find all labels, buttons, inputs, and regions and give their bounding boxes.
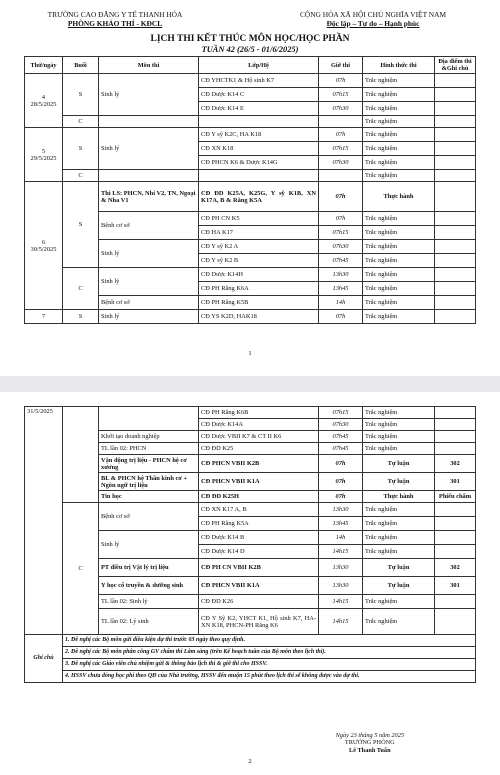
time-cell: 14h xyxy=(319,296,363,310)
subject-cell: Sinh lý xyxy=(99,128,199,170)
note-cell xyxy=(435,595,476,609)
day-cell: 6 30/5/2025 xyxy=(25,182,63,310)
form-cell: Trắc nghiệm xyxy=(363,254,435,268)
subject-cell: Sinh lý xyxy=(99,531,199,559)
col-session: Buổi xyxy=(63,57,99,74)
national-header xyxy=(268,10,478,28)
subject-cell: Bệnh cơ sở xyxy=(99,212,199,240)
class-cell: CĐ PH Răng K5B xyxy=(199,296,319,310)
note-cell xyxy=(435,531,476,545)
subject-cell: Sinh lý xyxy=(99,310,199,324)
note-cell xyxy=(435,88,476,102)
class-cell: CĐ YHCTK1 & Hộ sinh K7 xyxy=(199,74,319,88)
class-cell: CĐ Dược K14 E xyxy=(199,102,319,116)
page-gap xyxy=(0,376,500,392)
time-cell: 13h45 xyxy=(319,517,363,531)
sign-role: TRƯỞNG PHÒNG xyxy=(344,739,395,747)
class-cell: CĐ Dược K14 B xyxy=(199,531,319,545)
note-row xyxy=(25,635,476,647)
table-row xyxy=(25,116,476,128)
time-cell: 07h15 xyxy=(319,407,363,419)
note-cell xyxy=(435,431,476,443)
class-cell: CĐ Y sỹ K2C, HA K18 xyxy=(199,128,319,142)
day-cell: 7 xyxy=(25,310,63,324)
note-cell: 302 xyxy=(435,559,476,577)
note-cell xyxy=(435,517,476,531)
col-form: Hình thức thi xyxy=(363,57,435,74)
time-cell: 07h xyxy=(319,212,363,226)
class-cell: CĐ PHCN VBII K1A xyxy=(199,473,319,491)
class-cell: CĐ PHCN VBII K1A xyxy=(199,577,319,595)
form-cell: Tự luận xyxy=(363,455,435,473)
time-cell: 07h xyxy=(319,182,363,212)
session-cell: S xyxy=(63,128,99,170)
session-cell: S xyxy=(63,310,99,324)
note-cell: Phiếu chấm xyxy=(435,491,476,503)
note-cell xyxy=(435,254,476,268)
form-cell: Tự luận xyxy=(363,473,435,491)
sign-date: Ngày 23 tháng 5 năm 2025 xyxy=(335,732,404,739)
session-cell: S xyxy=(63,182,99,268)
col-subject: Môn thi xyxy=(99,57,199,74)
week-subtitle: TUẦN 42 (26/5 - 01/6/2025) xyxy=(201,45,299,54)
class-cell: CĐ ĐD K25 xyxy=(199,443,319,455)
form-cell: Trắc nghiệm xyxy=(363,517,435,531)
subject-cell: Bệnh cơ sở xyxy=(99,296,199,310)
form-cell: Trắc nghiệm xyxy=(363,240,435,254)
class-cell: CĐ XN K17 A, B xyxy=(199,503,319,517)
form-cell: Trắc nghiệm xyxy=(363,407,435,419)
note-cell: 301 xyxy=(435,577,476,595)
class-cell: CĐ PH CN VBII K2B xyxy=(199,559,319,577)
subject-cell: Y học cổ truyền & dưỡng sinh xyxy=(99,577,199,595)
note-row xyxy=(25,647,476,659)
time-cell: 07h xyxy=(319,491,363,503)
time-cell: 07h30 xyxy=(319,419,363,431)
class-cell: CĐ ĐD K25H xyxy=(199,491,319,503)
sign-name: Lê Thanh Tuấn xyxy=(349,746,391,754)
note-cell xyxy=(435,156,476,170)
class-cell: CĐ ĐD K25A, K25G, Y sỹ K1B, XN K17A, B & Răng K5A xyxy=(199,182,319,212)
subject-cell: Sinh lý xyxy=(99,74,199,116)
notes-label: Ghi chú xyxy=(25,635,63,683)
class-cell: CĐ Dược K14 C xyxy=(199,88,319,102)
note-item: 2. Đề nghị các Bộ môn phân công GV chấm thi Lâm sàng (trên Kế hoạch tuần của Bộ môn theo lịch thi). xyxy=(63,647,476,659)
form-cell: Trắc nghiệm xyxy=(363,310,435,324)
class-cell: CĐ Dược K14A xyxy=(199,419,319,431)
page-1 xyxy=(0,0,500,376)
session-cell xyxy=(63,407,99,503)
national-motto: Độc lập – Tự do – Hạnh phúc xyxy=(326,19,420,28)
day-cell: 4 28/5/2025 xyxy=(25,74,63,128)
form-cell: Trắc nghiệm xyxy=(363,226,435,240)
table-row xyxy=(25,128,476,142)
subject-cell: Sinh lý xyxy=(99,240,199,268)
class-cell: CĐ PH Răng K6B xyxy=(199,407,319,419)
note-cell xyxy=(435,102,476,116)
session-cell: C xyxy=(63,116,99,128)
note-cell xyxy=(435,419,476,431)
time-cell xyxy=(319,170,363,182)
form-cell: Trắc nghiệm xyxy=(363,102,435,116)
time-cell: 07h xyxy=(319,473,363,491)
time-cell: 07h45 xyxy=(319,254,363,268)
note-item: 3. Đề nghị các Giáo viên chủ nhiệm gửi & thông báo lịch thi & giờ thi cho HSSV. xyxy=(63,659,476,671)
note-cell xyxy=(435,282,476,296)
school-name: TRƯỜNG CAO ĐẲNG Y TẾ THANH HÓA xyxy=(47,10,183,19)
note-row xyxy=(25,659,476,671)
time-cell: 13h45 xyxy=(319,282,363,296)
page-number: 2 xyxy=(248,758,252,765)
class-cell: CĐ Y sỹ K2 A xyxy=(199,240,319,254)
time-cell: 07h15 xyxy=(319,142,363,156)
time-cell: 07h xyxy=(319,128,363,142)
note-cell xyxy=(435,268,476,282)
subject-cell: TL lần 02: Lý sinh xyxy=(99,609,199,635)
note-cell: 302 xyxy=(435,455,476,473)
note-cell xyxy=(435,310,476,324)
subject-cell: BL & PHCN hệ Thần kinh cơ + Ngôn ngữ trị liệu xyxy=(99,473,199,491)
class-cell: CĐ PH Răng K6A xyxy=(199,282,319,296)
form-cell: Trắc nghiệm xyxy=(363,156,435,170)
time-cell: 07h45 xyxy=(319,443,363,455)
page-number: 1 xyxy=(248,350,252,357)
table-row xyxy=(25,310,476,324)
form-cell: Thực hành xyxy=(363,182,435,212)
time-cell: 14h15 xyxy=(319,595,363,609)
col-class: Lớp/Hệ xyxy=(199,57,319,74)
subject-cell: TL lần 02: Sinh lý xyxy=(99,595,199,609)
note-cell xyxy=(435,74,476,88)
class-cell: CĐ PHCN VBII K2B xyxy=(199,455,319,473)
note-item: 4. HSSV chưa đóng học phí theo QĐ của Nhà trường, HSSV đến muộn 15 phút theo lịch thi sẽ không được vào dự thi. xyxy=(63,671,476,683)
note-cell xyxy=(435,128,476,142)
class-cell: CĐ XN K18 xyxy=(199,142,319,156)
form-cell: Trắc nghiệm xyxy=(363,116,435,128)
class-cell: CĐ Y sỹ K2 B xyxy=(199,254,319,268)
time-cell: 07h30 xyxy=(319,102,363,116)
note-cell xyxy=(435,609,476,635)
class-cell: CĐ Y Sỹ K2, YHCT K1, Hộ sinh K7, HA-XN K18, PHCN-PH Răng K6 xyxy=(199,609,319,635)
form-cell: Trắc nghiệm xyxy=(363,74,435,88)
note-cell xyxy=(435,407,476,419)
note-cell xyxy=(435,212,476,226)
form-cell: Thực hành xyxy=(363,491,435,503)
table-row xyxy=(25,74,476,88)
class-cell: CĐ Dược K14H xyxy=(199,268,319,282)
note-row xyxy=(25,671,476,683)
class-cell xyxy=(199,116,319,128)
note-item: 1. Đề nghị các Bộ môn gửi điều kiện dự thi trước 03 ngày theo quy định. xyxy=(63,635,476,647)
subject-cell xyxy=(99,116,199,128)
time-cell: 07h15 xyxy=(319,226,363,240)
page-2 xyxy=(0,392,500,775)
form-cell: Trắc nghiệm xyxy=(363,419,435,431)
note-cell xyxy=(435,170,476,182)
table-row xyxy=(25,268,476,282)
time-cell: 07h xyxy=(319,74,363,88)
col-day: Thứ/ngày xyxy=(25,57,63,74)
form-cell: Trắc nghiệm xyxy=(363,595,435,609)
note-cell xyxy=(435,142,476,156)
form-cell: Trắc nghiệm xyxy=(363,170,435,182)
form-cell: Trắc nghiệm xyxy=(363,545,435,559)
table-row xyxy=(25,407,476,419)
note-cell xyxy=(435,116,476,128)
form-cell: Trắc nghiệm xyxy=(363,142,435,156)
note-cell xyxy=(435,240,476,254)
subject-cell: Khởi tạo doanh nghiệp xyxy=(99,431,199,443)
time-cell: 07h xyxy=(319,310,363,324)
page-title: LỊCH THI KẾT THÚC MÔN HỌC/HỌC PHẦN xyxy=(150,34,350,44)
time-cell: 07h15 xyxy=(319,88,363,102)
table-row xyxy=(25,503,476,517)
republic-name: CỘNG HÒA XÃ HỘI CHỦ NGHĨA VIỆT NAM xyxy=(299,10,447,19)
form-cell: Trắc nghiệm xyxy=(363,212,435,226)
schedule-table-page2 xyxy=(24,406,476,683)
time-cell: 14h15 xyxy=(319,609,363,635)
subject-cell: Bệnh cơ sở xyxy=(99,503,199,531)
subject-cell: Tin học xyxy=(99,491,199,503)
note-cell xyxy=(435,443,476,455)
col-time: Giờ thi xyxy=(319,57,363,74)
table-row xyxy=(25,182,476,212)
class-cell: CĐ PHCN K6 & Dược K14G xyxy=(199,156,319,170)
form-cell: Trắc nghiệm xyxy=(363,296,435,310)
signature-block xyxy=(336,732,404,754)
time-cell: 13h30 xyxy=(319,559,363,577)
time-cell: 07h45 xyxy=(319,431,363,443)
time-cell: 14h15 xyxy=(319,545,363,559)
time-cell: 07h xyxy=(319,455,363,473)
session-cell: C xyxy=(63,268,99,310)
note-cell xyxy=(435,503,476,517)
school-header xyxy=(30,10,200,28)
table-header-row xyxy=(25,57,476,74)
class-cell: CĐ YS K2D, HAK18 xyxy=(199,310,319,324)
class-cell: CĐ PH CN K5 xyxy=(199,212,319,226)
time-cell xyxy=(319,116,363,128)
day-cell: 5 29/5/2025 xyxy=(25,128,63,182)
class-cell: CĐ Dược VBII K7 & CT II K6 xyxy=(199,431,319,443)
note-cell xyxy=(435,226,476,240)
form-cell: Tự luận xyxy=(363,559,435,577)
class-cell: CĐ Dược K14 D xyxy=(199,545,319,559)
class-cell xyxy=(199,170,319,182)
schedule-table-page1 xyxy=(24,56,476,324)
class-cell: CĐ PH Răng K5A xyxy=(199,517,319,531)
time-cell: 07h30 xyxy=(319,156,363,170)
department-name: PHÒNG KHẢO THÍ - KĐCL xyxy=(67,19,163,28)
subject-cell: Thi LS: PHCN, Nhi V2, TN, Ngoại & Nha V1 xyxy=(99,182,199,212)
form-cell: Trắc nghiệm xyxy=(363,282,435,296)
time-cell: 07h30 xyxy=(319,240,363,254)
subject-cell: Sinh lý xyxy=(99,268,199,296)
day-cell: 31/5/2025 xyxy=(25,407,63,635)
class-cell: CĐ ĐD K26 xyxy=(199,595,319,609)
form-cell: Trắc nghiệm xyxy=(363,268,435,282)
session-cell: C xyxy=(63,170,99,182)
session-cell: S xyxy=(63,74,99,116)
form-cell: Trắc nghiệm xyxy=(363,503,435,517)
time-cell: 13h30 xyxy=(319,268,363,282)
form-cell: Trắc nghiệm xyxy=(363,443,435,455)
time-cell: 13h30 xyxy=(319,503,363,517)
time-cell: 13h30 xyxy=(319,577,363,595)
form-cell: Tự luận xyxy=(363,577,435,595)
subject-cell xyxy=(99,170,199,182)
subject-cell: Vận động trị liệu - PHCN hệ cơ xương xyxy=(99,455,199,473)
table-row xyxy=(25,170,476,182)
col-note: Địa điểm thi &Ghi chú xyxy=(435,57,476,74)
subject-cell: TL lần 02: PHCN xyxy=(99,443,199,455)
subject-cell: PT điều trị Vật lý trị liệu xyxy=(99,559,199,577)
schedule-title xyxy=(0,33,500,55)
note-cell: 301 xyxy=(435,473,476,491)
form-cell: Trắc nghiệm xyxy=(363,128,435,142)
subject-cell xyxy=(99,407,199,431)
note-cell xyxy=(435,296,476,310)
time-cell: 14h xyxy=(319,531,363,545)
form-cell: Trắc nghiệm xyxy=(363,88,435,102)
form-cell: Trắc nghiệm xyxy=(363,431,435,443)
session-cell: C xyxy=(63,503,99,635)
form-cell: Trắc nghiệm xyxy=(363,609,435,635)
form-cell: Trắc nghiệm xyxy=(363,531,435,545)
note-cell xyxy=(435,182,476,212)
note-cell xyxy=(435,545,476,559)
class-cell: CĐ HA K17 xyxy=(199,226,319,240)
